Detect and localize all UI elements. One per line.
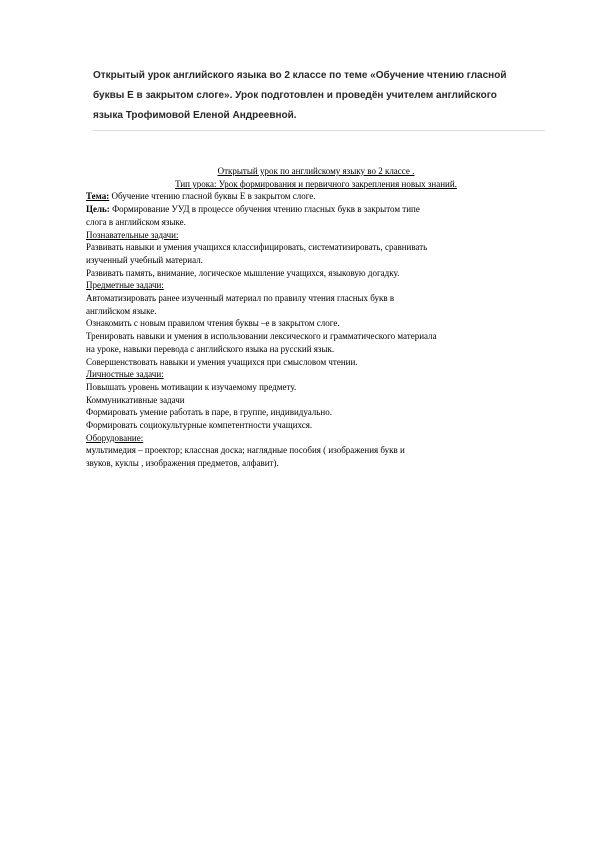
intro-line: Открытый урок английского языка во 2 классе по теме «Обучение чтению гласной [93,70,507,81]
intro-line: буквы Е в закрытом слоге». Урок подготовлен и проведён учителем английского [93,90,497,101]
equipment-heading: Оборудование: [86,432,144,443]
lesson-plan [86,165,546,470]
intro-paragraph [93,66,553,126]
goal-label: Цель: [86,204,110,215]
subject-line: на уроке, навыки перевода с английского языка на русский язык. [86,343,335,354]
goal-line [86,203,546,216]
subject-line: английском языке. [86,305,157,316]
subject-line: Совершенствовать навыки и умения учащихся при смысловом чтении. [86,356,358,367]
subject-line: Тренировать навыки и умения в использовании лексического и грамматического материала [86,331,437,342]
personal-heading: Личностные задачи: [86,369,164,380]
cognitive-line: изученный учебный материал. [86,254,203,265]
personal-line: Повышать уровень мотивации к изучаемому предмету. [86,381,297,392]
intro-line: языка Трофимовой Еленой Андреевной. [93,110,297,121]
subject-line: Ознакомить с новым правилом чтения буквы –е в закрытом слоге. [86,318,340,329]
equipment-line: мультимедия – проектор; классная доска; наглядные пособия ( изображения букв и [86,445,405,456]
lesson-title: Открытый урок по английскому языку во 2 классе . [217,166,415,176]
lesson-type: Тип урока: Урок формирования и первичного закрепления новых знаний. [175,178,457,189]
topic-label: Тема: [86,191,110,202]
separator-line [93,130,545,131]
subject-line: Автоматизировать ранее изученный материал по правилу чтения гласных букв в [86,293,395,304]
cognitive-line: Развивать навыки и умения учащихся классифицировать, систематизировать, сравнивать [86,242,428,253]
goal-line-continued: слога в английском языке. [86,216,186,227]
cognitive-line: Развивать память, внимание, логическое мышление учащихся, языковую догадку. [86,267,400,278]
subject-heading: Предметные задачи: [86,280,164,291]
cognitive-heading: Познавательные задачи: [86,229,179,240]
topic-text: Обучение чтению гласной буквы Е в закрытом слоге. [109,191,316,202]
equipment-line: звуков, куклы , изображения предметов, алфавит). [86,458,279,469]
communicative-line: Формировать умение работать в паре, в группе, индивидуально. [86,407,332,418]
communicative-heading: Коммуникативные задачи [86,394,185,405]
goal-text: Формирование УУД в процессе обучения чтению гласных букв в закрытом типе [109,204,420,215]
topic-line [86,190,546,203]
communicative-line: Формировать социокультурные компетентности учащихся. [86,420,313,431]
